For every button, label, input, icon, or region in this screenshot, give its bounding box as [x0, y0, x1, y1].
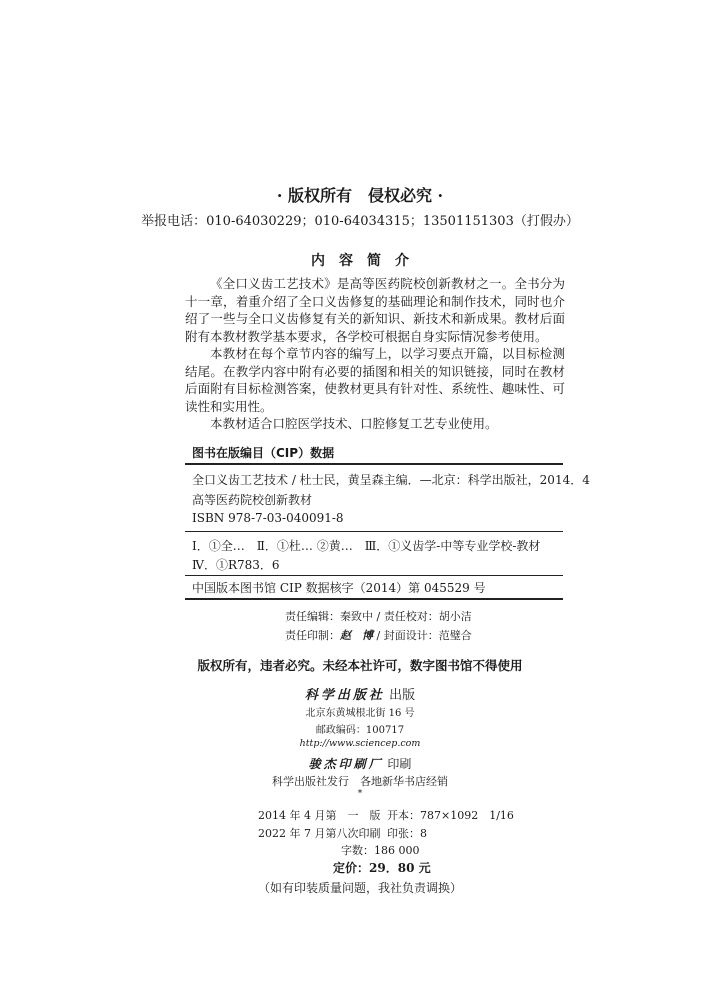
cip-classification-line: Ⅰ．①全… Ⅱ．①杜… ②黄… Ⅲ．①义齿学-中等专业学校-教材 [192, 539, 541, 553]
printer-line [0, 755, 720, 772]
summary-heading: 内 容 简 介 [311, 253, 409, 269]
publisher-line [0, 684, 720, 703]
edition-sheets: 印张：8 [387, 827, 427, 840]
credits-production-line [285, 627, 472, 643]
cip-classification-line-2: Ⅳ．①R783．6 [192, 558, 280, 572]
edition-format: 开本：787×1092 1/16 [387, 809, 514, 822]
cip-isbn-line: ISBN 978-7-03-040091-8 [192, 511, 344, 525]
price-label: 定价： [333, 861, 370, 875]
price-value: 29．80 元 [369, 861, 431, 875]
credits-cover-design: / 封面设计：范璧合 [373, 629, 472, 642]
credits-production-label: 责任印制： [285, 629, 340, 642]
credits-production-name: 赵 博 [340, 629, 373, 642]
cip-title-line: 全口义齿工艺技术 / 杜士民，黄呈森主编．—北京：科学出版社，2014．4 [192, 473, 590, 487]
cip-middle-rule [185, 531, 563, 532]
publisher-address: 北京东黄城根北街 16 号 [305, 708, 415, 719]
publisher-url: http://www.sciencep.com [299, 738, 421, 749]
summary-paragraph: 《全口义齿工艺技术》是高等医药院校创新教材之一。全书分为十一章，着重介绍了全口义齿修复的基础理论和制作技术，同时也介绍了一些与全口义齿修复有关的新知识、新技术和新成果。教材后面附有本教材教学基本要求，各学校可根据自身实际情况参考使用。 [185, 276, 565, 344]
separator-star: * [357, 789, 363, 799]
publisher-action: 出版 [389, 688, 416, 703]
copyright-notice: 版权所有，违者必究。未经本社许可，数字图书馆不得使用 [197, 658, 523, 673]
printer-action: 印刷 [387, 757, 412, 771]
publisher-postcode: 邮政编码：100717 [315, 725, 405, 736]
credits-editor-line: 责任编辑：秦致中 / 责任校对：胡小洁 [285, 610, 472, 623]
copyright-title: · 版权所有 侵权必究 · [276, 186, 444, 205]
summary-paragraph: 本教材在每个章节内容的编写上，以学习要点开篇，以目标检测结尾。在教学内容中附有必要的插图和相关的知识链接，同时在教材后面附有目标检测答案，使教材更具有针对性、系统性、趣味性、可读性和实用性。 [185, 346, 565, 414]
quality-note: （如有印装质量问题，我社负责调换） [257, 881, 462, 895]
cip-top-rule [185, 463, 563, 465]
edition-print-date: 2022 年 7 月第八次印刷 [258, 827, 381, 840]
cip-series-line: 高等医药院校创新教材 [192, 493, 313, 507]
distribution-line: 科学出版社发行 各地新华书店经销 [272, 775, 448, 788]
cip-lower-rule [185, 575, 563, 576]
cip-record-number: 中国版本图书馆 CIP 数据核字（2014）第 045529 号 [192, 581, 486, 595]
edition-first-date: 2014 年 4 月第 一 版 [258, 809, 381, 822]
cip-bottom-rule [185, 598, 563, 600]
summary-paragraph: 本教材适合口腔医学技术、口腔修复工艺专业使用。 [210, 416, 498, 431]
printer-name: 骏杰印刷厂 [308, 757, 384, 771]
cip-heading: 图书在版编目（CIP）数据 [192, 446, 335, 460]
price-line [333, 859, 431, 876]
report-hotline: 举报电话：010-64030229；010-64034315；13501151303（打假办） [141, 214, 579, 229]
summary-body [185, 275, 565, 433]
edition-word-count: 字数：186 000 [341, 844, 420, 857]
publisher-name: 科学出版社 [304, 688, 385, 703]
